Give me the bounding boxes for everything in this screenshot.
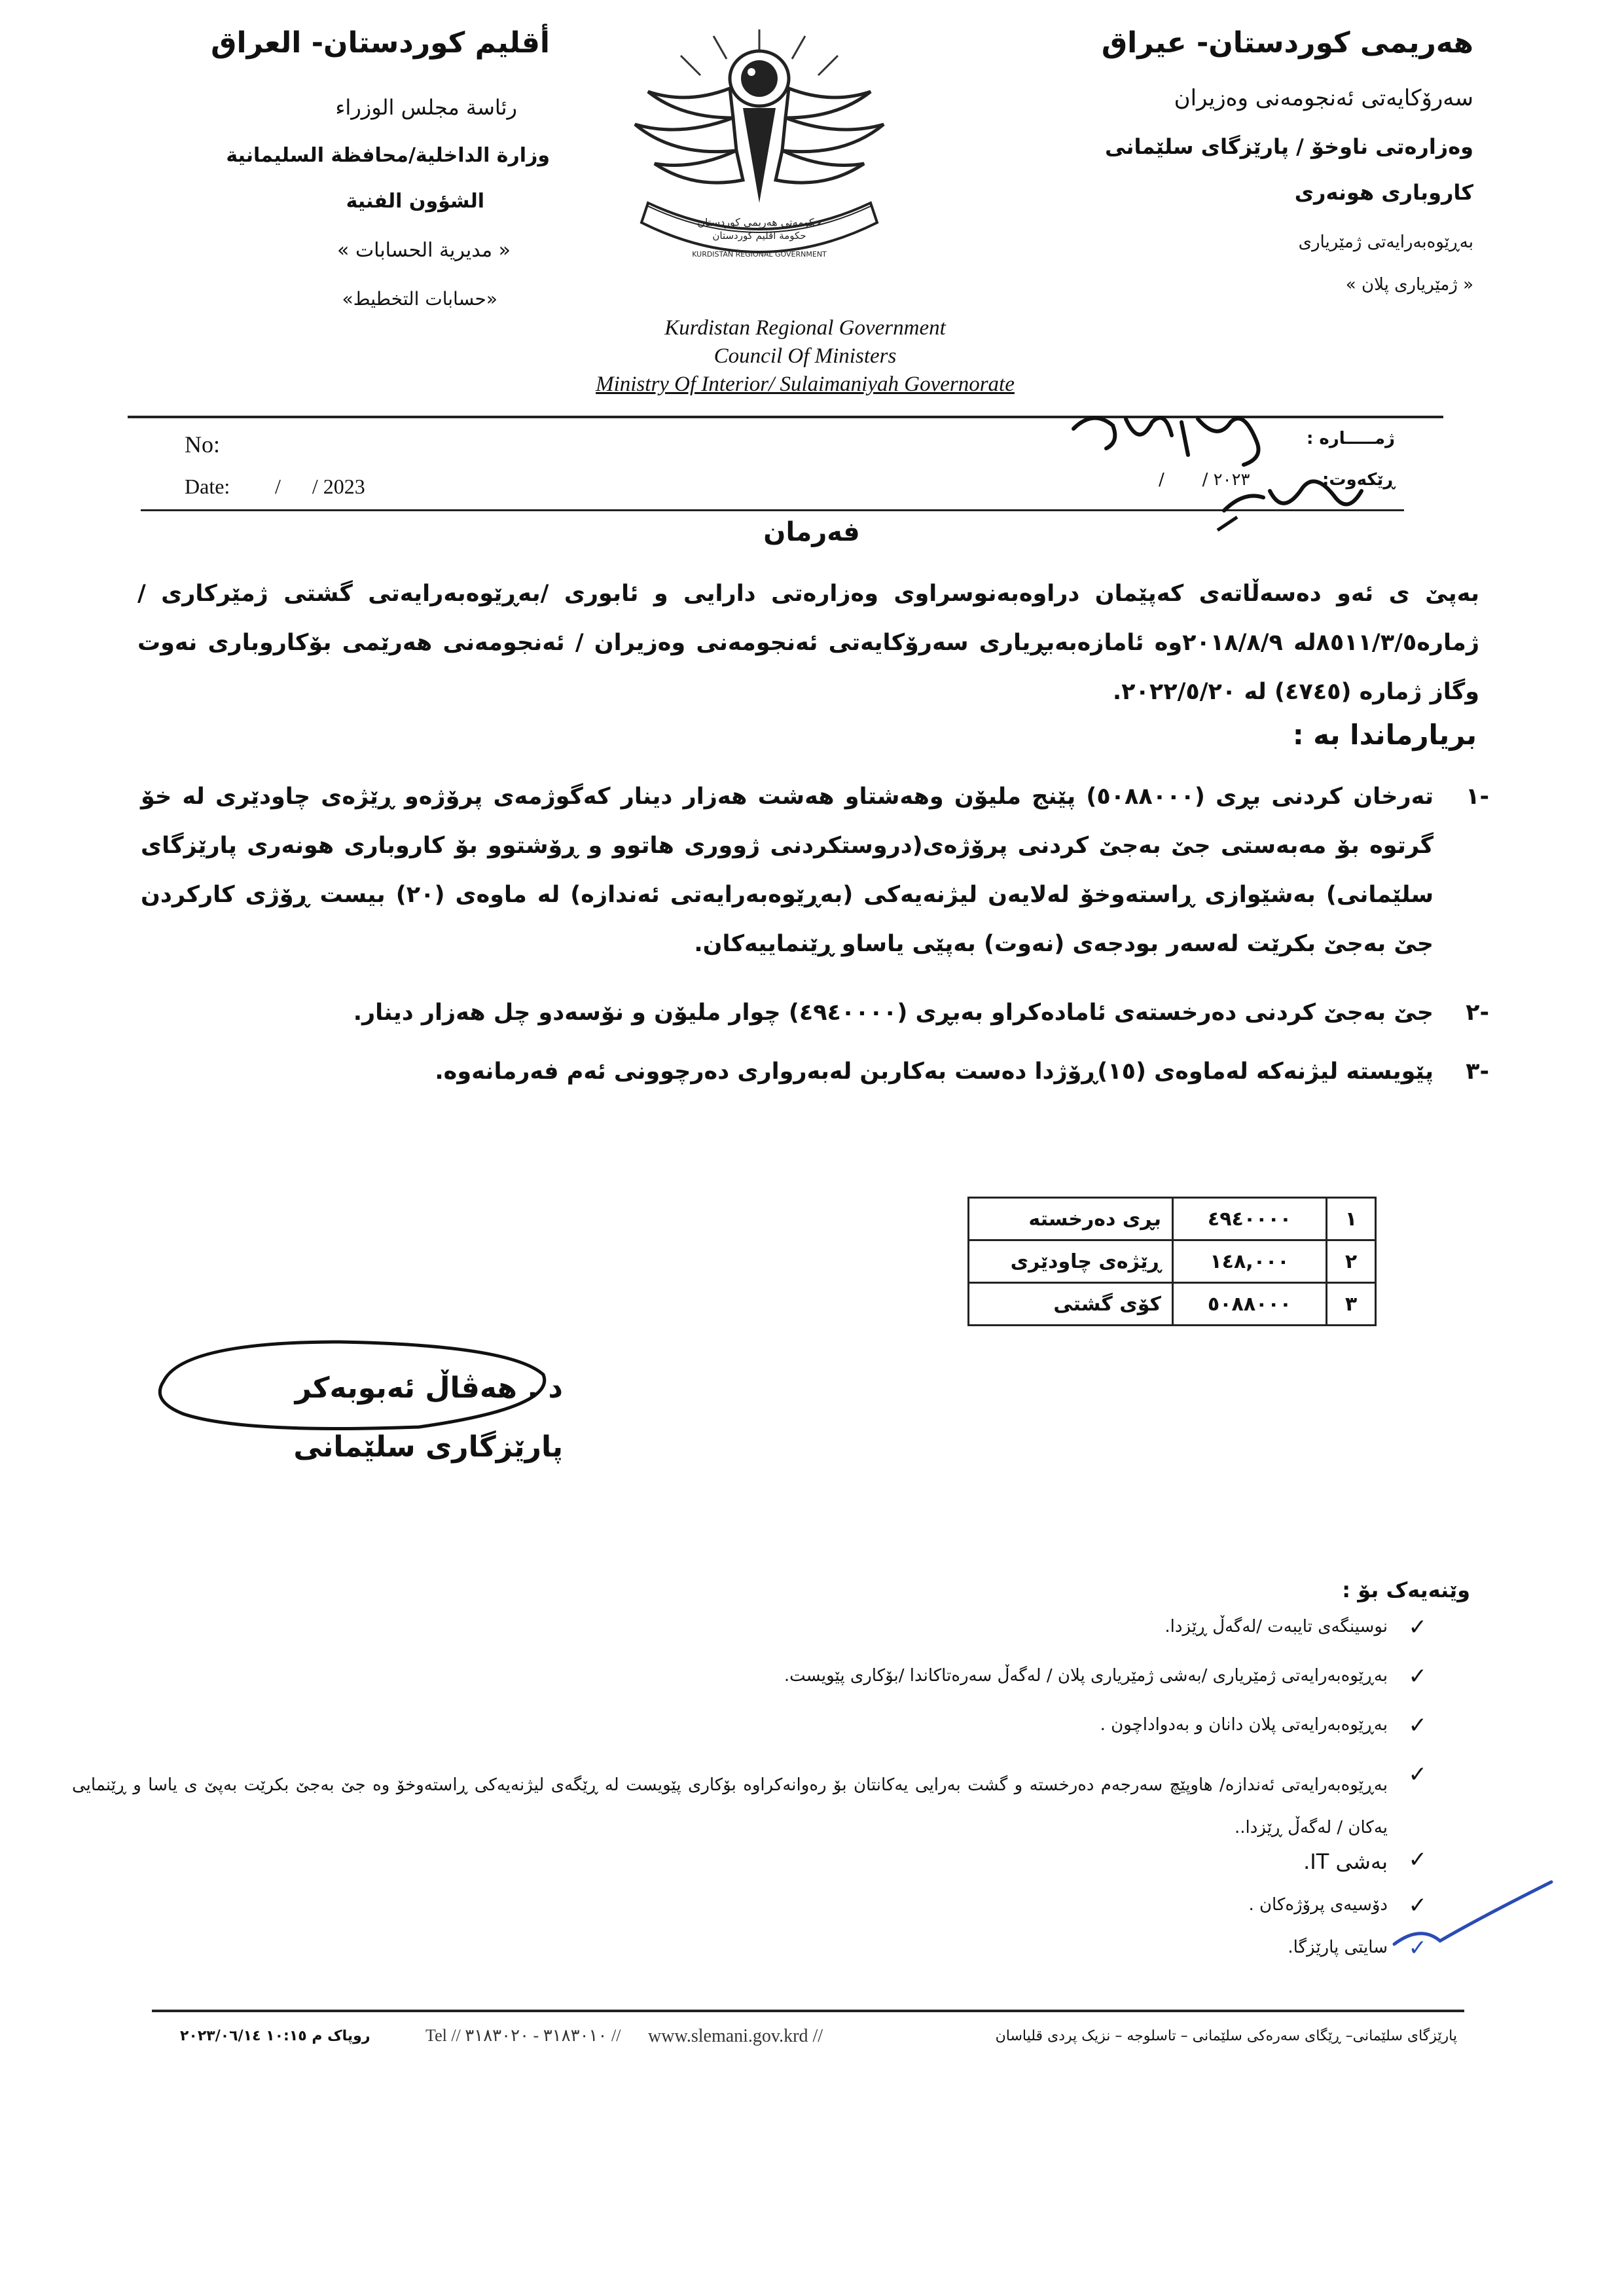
list-item: ✓ نوسینگەی تایبەت /لەگەڵ ڕێزدا. [1164,1614,1427,1640]
seal-text-ku: حكومەتی هەریمی كوردستان [697,216,821,228]
summary-table [967,1197,1377,1326]
cc-heading: وێنەیەک بۆ : [1342,1578,1470,1602]
list-item: ✓ بەشی IT. [1303,1847,1427,1874]
item-text: تەرخان کردنی بڕی (٥٠٨٨٠٠٠) پێنج ملیۆن وهەشتاو هەشت هەزار دینار کەگوژمەی پرۆژەو ڕێژەی چاودێری له خۆ گرتوە بۆ مەبەستی جێ بەجێ کردنی پرۆژەی(دروستکردنی ژووری هاتوو و ڕۆشتوو بۆ کاروباری هونەری پارێزگای سلێمانی) بەشێوازی ڕاستەوخۆ لەلایەن لیژنەیەکی (بەڕێوەبەرایەتی ئەندازە) له ماوەی (٢٠) بیست ڕۆژی کارکردن جێ بەجێ بکرێت لەسەر بودجەی (نەوت) بەپێی یاساو ڕێنماییەکان. [141,784,1434,957]
signature-block [144,1329,602,1499]
section-ar: «حسابات التخطيط» [342,288,497,310]
handwritten-date [1211,452,1368,537]
footer-address: پارێزگای سلێمانی– ڕێگای سەرەکی سلێمانی – تاسلوجە – نزیک پردی قلیاسان [995,2028,1457,2044]
signatory-name: د . هەڤاڵ ئەبوبەکر [295,1371,563,1405]
item-text: جێ بەجێ کردنی دەرخستەی ئامادەکراو بەبڕی (٤٩٤٠٠٠٠) چوار ملیۆن و نۆسەدو چل هەزار دینار. [353,1000,1434,1026]
checkmark-icon: ✓ [1408,1847,1427,1873]
date-label: Date: [185,475,230,498]
footer-web: www.slemani.gov.krd // [648,2026,823,2046]
checkmark-icon: ✓ [1408,1712,1427,1739]
checkmark-icon: ✓ [1408,1614,1427,1640]
footer-stamp: روپاک م ١٠:١٥ ٢٠٢٣/٠٦/١٤ [180,2028,370,2044]
directorate-ku: بەڕێوەبەرایەتی ژمێریاری [1298,232,1473,252]
table-row [969,1283,1376,1326]
seal-text-en: KURDISTAN REGIONAL GOVERNMENT [692,250,827,259]
cc-list [65,1614,1427,1983]
english-government: Kurdistan Regional Government [664,316,946,340]
region-title-ar: أقليم كوردستان- العراق [211,26,550,60]
table-cell-amount: ٤٩٤٠٠٠٠ [1173,1198,1327,1240]
handwriting-date-icon [1211,452,1368,537]
dept-ar: الشؤون الفنية [346,190,484,213]
government-seal [609,26,910,281]
seal-text-ar: حكومة اقليم كوردستان [712,230,806,242]
ministry-ku: وەزارەتی ناوخۆ / پارێزگای سلێمانی [1105,134,1473,159]
checkmark-icon: ✓ [1408,1935,1427,1961]
table-cell-amount: ١٤٨,٠٠٠ [1173,1240,1327,1283]
checkmark-icon: ✓ [1408,1663,1427,1690]
item-number: -٣ [1466,1058,1489,1085]
decision-item [141,988,1489,1041]
list-item: ✓ بەڕێوەبەرایەتی ئەندازە/ هاوپێچ سەرجەم دەرخستە و گشت بەرایی یەکانتان بۆ رەوانەکراوە بۆکاری پێویست له ڕێگەی لیژنەیەکی ڕاستەوخۆ وە جێ بەجێ بکرێت بەپێ ی یاسا و ڕێنمایی یەکان / لەگەڵ ڕێزدا.. [72,1762,1427,1837]
intro-paragraph: بەپێ ی ئەو دەسەڵاتەی کەپێمان دراوەبەنوسراوی وەزارەتی دارایی و ئابوری /بەڕێوەبەرایەتی گشتی ژمێرکاری /ژماره٨٥١١/٣/٥له ٢٠١٨/٨/٩وه ئامازەبەبڕیاری سەرۆکایەتی ئەنجومەنی وەزیران / ئەنجومەنی هەرێمی بۆکاروباری نەوت وگاز ژماره (٤٧٤٥) له ٢٠٢٢/٥/٢٠. [137,581,1479,705]
decision-item [141,772,1489,982]
signatory-title: پارێزگاری سلێمانی [293,1430,563,1464]
decision-heading: بریارماندا به : [1292,719,1477,751]
footer-divider [152,2010,1464,2012]
table-row [969,1240,1376,1283]
english-header [537,314,1074,399]
eagle-emblem-icon [609,26,910,281]
table-cell-index: ٣ [1327,1283,1376,1326]
council-ku: سەرۆکایەتی ئەنجومەنی وەزیران [1174,85,1473,111]
table-cell-index: ١ [1327,1198,1376,1240]
date-label-ku: ڕێکەوت: [1322,470,1395,490]
list-item: ✓ بەڕێوەبەرایەتی ژمێریاری /بەشی ژمێریاری پلان / لەگەڵ سەرەتاکاندا /بۆکاری پێویست. [784,1663,1427,1690]
council-ar: رئاسة مجلس الوزراء [335,95,517,120]
table-cell-label: کۆی گشتی [969,1283,1173,1326]
list-item: ✓ بەڕێوەبەرایەتی پلان دانان و بەدواداچون . [1100,1712,1427,1739]
checkmark-icon: ✓ [1408,1892,1427,1919]
header-right [950,26,1473,314]
section-ku: « ژمێریاری پلان » [1345,275,1473,295]
english-council: Council Of Ministers [713,344,897,368]
footer-tel: Tel // ٣١٨٣٠١٠ - ٣١٨٣٠٢٠ // [425,2026,621,2045]
list-item: ✓ سایتی پارێزگا. [1288,1935,1427,1961]
item-number: -١ [1466,784,1489,810]
order-title: فەرمان [763,517,860,547]
table-row [969,1198,1376,1240]
directorate-ar: « مديرية الحسابات » [337,239,511,262]
number-label-ku: ژمـــــاره : [1306,429,1395,448]
item-text: پێویستە لیژنەکە لەماوەی (١٥)ڕۆژدا دەست بەکاربن لەبەرواری دەرچوونی ئەم فەرمانەوە. [435,1058,1434,1085]
english-ministry: Ministry Of Interior/ Sulaimaniyah Governorate [596,372,1015,396]
ministry-ar: وزارة الداخلية/محافظة السليمانية [226,144,550,167]
list-item: ✓ دۆسیەی پرۆژەکان . [1248,1892,1427,1919]
checkmark-icon: ✓ [1408,1762,1427,1788]
no-label: No: [185,431,220,458]
table-cell-amount: ٥٠٨٨٠٠٠ [1173,1283,1327,1326]
table-cell-label: ڕێژەی چاودێری [969,1240,1173,1283]
region-title-ku: هەریمی کوردستان- عیراق [1101,26,1473,60]
dept-ku: کاروباری هونەری [1294,180,1473,205]
table-cell-label: بڕی دەرخستە [969,1198,1173,1240]
item-number: -٢ [1466,1000,1489,1026]
header-left [196,26,550,314]
date-value: / / 2023 [275,475,365,498]
table-cell-index: ٢ [1327,1240,1376,1283]
decision-item [141,1047,1489,1100]
date-value-ku: / / ٢٠٢٣ [1159,470,1250,490]
pen-stroke-icon [1381,1872,1564,1957]
